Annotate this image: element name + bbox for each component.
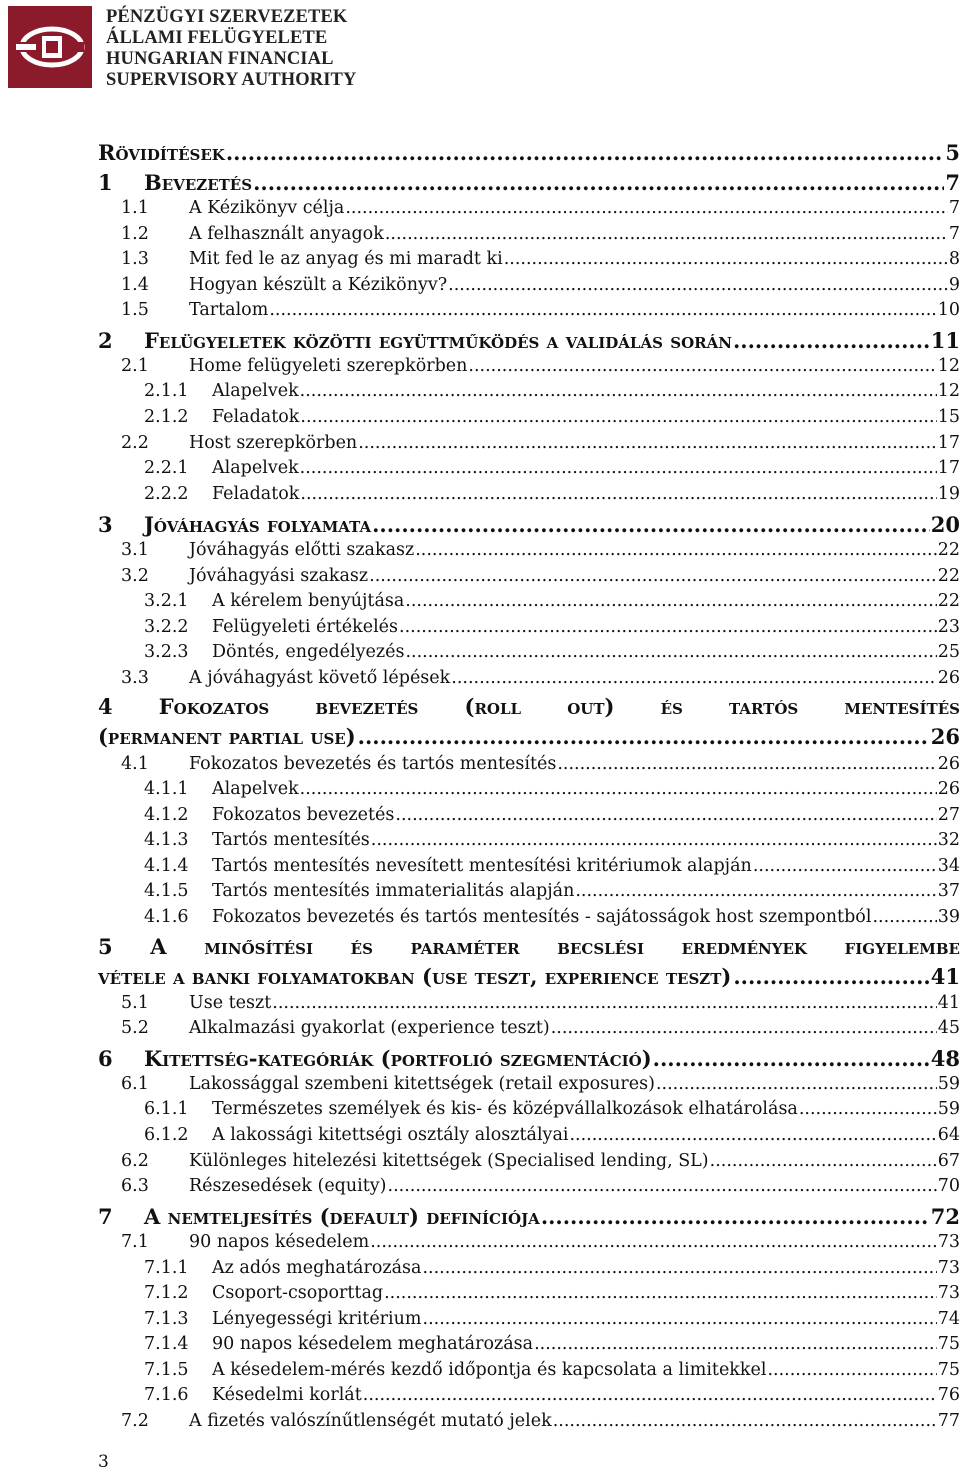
toc-number: 3.2.1 [144, 591, 189, 611]
toc-title: Home felügyeleti szerepkörben [189, 356, 468, 376]
toc-number: 7.2 [121, 1411, 149, 1431]
toc-title: A nemteljesítés (default) definíciója [144, 1204, 540, 1229]
toc-number: 3.3 [121, 668, 149, 688]
org-line: PÉNZÜGYI SZERVEZETEK [106, 7, 348, 27]
dot-leader [399, 617, 937, 637]
toc-entry[interactable] [0, 1309, 960, 1333]
toc-title: Az adós meghatározása [212, 1258, 422, 1278]
toc-title: Alapelvek [212, 779, 299, 799]
dot-leader [575, 881, 936, 901]
dot-leader [369, 566, 937, 586]
toc-title: Késedelmi korlát [212, 1385, 362, 1405]
dot-leader [363, 1385, 937, 1405]
toc-title: Rövidítések [98, 140, 225, 165]
dot-leader [553, 1411, 937, 1431]
toc-number: 4.1.5 [144, 881, 189, 901]
toc-entry[interactable] [0, 856, 960, 880]
toc-page: 39 [937, 907, 960, 927]
dot-leader [422, 1258, 936, 1278]
toc-title: Host szerepkörben [189, 433, 358, 453]
toc-entry[interactable] [0, 1099, 960, 1123]
toc-title: Bevezetés [144, 170, 253, 195]
toc-entry[interactable] [0, 1046, 960, 1070]
toc-title: 90 napos késedelem [189, 1232, 370, 1252]
toc-entry[interactable] [0, 328, 960, 352]
dot-leader [395, 805, 936, 825]
toc-entry[interactable] [0, 881, 960, 905]
dot-leader [415, 540, 936, 560]
dot-leader [448, 275, 948, 295]
toc-entry[interactable] [0, 407, 960, 431]
toc-number: 2.2 [121, 433, 149, 453]
toc-page: 12 [937, 356, 960, 376]
toc-title: Hogyan készült a Kézikönyv? [189, 275, 448, 295]
toc-title: Use teszt [189, 993, 272, 1013]
toc-page: 9 [948, 275, 960, 295]
toc-entry[interactable] [0, 433, 960, 457]
toc-title-word: figyelembe [844, 934, 960, 959]
toc-title-word: becslési [557, 934, 644, 959]
toc-page: 76 [937, 1385, 960, 1405]
toc-page: 22 [937, 566, 960, 586]
toc-page: 67 [937, 1151, 960, 1171]
toc-entry[interactable] [0, 805, 960, 829]
toc-page: 75 [937, 1360, 960, 1380]
toc-entry[interactable] [0, 512, 960, 536]
dot-leader [569, 1125, 936, 1145]
toc-entry[interactable] [0, 1018, 960, 1042]
toc-entry[interactable] [0, 140, 960, 164]
toc-title-word: bevezetés [315, 694, 419, 719]
toc-page: 7 [945, 170, 960, 195]
toc-number: 6.3 [121, 1176, 149, 1196]
toc-number: 3.2.2 [144, 617, 189, 637]
toc-number: 2.1.2 [144, 407, 189, 427]
toc-entry[interactable] [0, 1258, 960, 1282]
dot-leader [385, 224, 948, 244]
toc-entry[interactable] [0, 1360, 960, 1384]
toc-entry[interactable] [0, 1232, 960, 1256]
toc-number: 1.5 [121, 300, 149, 320]
toc-number: 1.2 [121, 224, 149, 244]
toc-title: Lényegességi kritérium [212, 1309, 422, 1329]
toc-title-word: eredmények [681, 934, 807, 959]
toc-number: 2.1 [121, 356, 149, 376]
toc-title: Természetes személyek és kis- és középvállalkozások elhatárolása [212, 1099, 798, 1119]
dot-leader [405, 642, 936, 662]
toc-entry[interactable] [0, 458, 960, 482]
toc-number: 1.3 [121, 249, 149, 269]
toc-page: 8 [948, 249, 960, 269]
dot-leader [272, 993, 936, 1013]
dot-leader [468, 356, 936, 376]
toc-page: 41 [937, 993, 960, 1013]
toc-number: 6.1.2 [144, 1125, 189, 1145]
toc-number: 7.1.6 [144, 1385, 189, 1405]
toc-entry[interactable] [0, 668, 960, 692]
toc-title-word: A [150, 934, 167, 959]
dot-leader [504, 249, 948, 269]
toc-number: 5 [98, 934, 113, 959]
toc-number: 4.1.1 [144, 779, 189, 799]
toc-page: 32 [937, 830, 960, 850]
dot-leader [753, 856, 937, 876]
toc-number: 3.2 [121, 566, 149, 586]
toc-number: 7.1.3 [144, 1309, 189, 1329]
toc-page: 11 [930, 328, 960, 353]
dot-leader [358, 724, 929, 749]
toc-number: 6.1 [121, 1074, 149, 1094]
toc-number: 3.1 [121, 540, 149, 560]
toc-page: 7 [948, 198, 960, 218]
toc-entry[interactable] [0, 356, 960, 380]
toc-page: 59 [937, 1074, 960, 1094]
toc-page: 45 [937, 1018, 960, 1038]
toc-number: 7.1.1 [144, 1258, 189, 1278]
toc-page: 26 [937, 668, 960, 688]
toc-title: Fokozatos bevezetés [212, 805, 395, 825]
page-number: 3 [98, 1452, 109, 1472]
toc-number: 4.1.4 [144, 856, 189, 876]
toc-page: 48 [930, 1046, 960, 1071]
toc-page: 73 [937, 1232, 960, 1252]
toc-number: 5.2 [121, 1018, 149, 1038]
toc-entry[interactable] [0, 249, 960, 273]
toc-title-word: mentesítés [844, 694, 960, 719]
toc-entry[interactable] [0, 642, 960, 666]
toc-title: Felügyeleti értékelés [212, 617, 399, 637]
dot-leader [300, 407, 936, 427]
toc-page: 26 [937, 779, 960, 799]
toc-title-word: tartós [728, 694, 799, 719]
toc-title: Kitettség-kategóriák (portfolió szegmentáció) [144, 1046, 652, 1071]
toc-page: 74 [937, 1309, 960, 1329]
toc-page: 26 [930, 724, 960, 749]
toc-page: 77 [937, 1411, 960, 1431]
toc-title: Jóváhagyási szakasz [189, 566, 369, 586]
dot-leader [799, 1099, 937, 1119]
toc-page: 17 [937, 433, 960, 453]
toc-entry[interactable] [0, 993, 960, 1017]
toc-page: 64 [937, 1125, 960, 1145]
dot-leader [269, 300, 936, 320]
toc-title: Mit fed le az anyag és mi maradt ki [189, 249, 503, 269]
toc-number: 4.1.2 [144, 805, 189, 825]
toc-page: 12 [937, 381, 960, 401]
toc-number: 7.1.5 [144, 1360, 189, 1380]
dot-leader [371, 830, 937, 850]
dot-leader [534, 1334, 937, 1354]
toc-entry[interactable] [0, 907, 960, 931]
toc-title-word: out) [567, 694, 615, 719]
dot-leader [300, 458, 937, 478]
toc-entry[interactable] [0, 1125, 960, 1149]
toc-title: A késedelem-mérés kezdő időpontja és kapcsolata a limitekkel [212, 1360, 767, 1380]
toc-title: A jóváhagyást követő lépések [189, 668, 451, 688]
toc-title: A Kézikönyv célja [189, 198, 345, 218]
toc-title: A kérelem benyújtása [212, 591, 405, 611]
toc-title: Tartós mentesítés immaterialitás alapján [212, 881, 575, 901]
toc-entry-multiline[interactable] [98, 694, 960, 754]
toc-number: 4.1 [121, 754, 149, 774]
dot-leader [384, 1283, 937, 1303]
toc-number: 5.1 [121, 993, 149, 1013]
toc-title: Feladatok [212, 484, 300, 504]
toc-number: 7.1.4 [144, 1334, 189, 1354]
dot-leader [872, 907, 936, 927]
toc-number: 7.1 [121, 1232, 149, 1252]
dot-leader [388, 1176, 937, 1196]
toc-page: 15 [937, 407, 960, 427]
dot-leader [710, 1151, 937, 1171]
toc-entry[interactable] [0, 198, 960, 222]
toc-number: 7.1.2 [144, 1283, 189, 1303]
toc-title-word: paraméter [410, 934, 520, 959]
org-line: SUPERVISORY AUTHORITY [106, 70, 357, 90]
toc-title: Részesedések (equity) [189, 1176, 387, 1196]
toc-number: 6.1.1 [144, 1099, 189, 1119]
toc-page: 27 [937, 805, 960, 825]
dot-leader [358, 433, 937, 453]
toc-entry[interactable] [0, 617, 960, 641]
toc-entry[interactable] [0, 1176, 960, 1200]
toc-page: 75 [937, 1334, 960, 1354]
toc-entry[interactable] [0, 275, 960, 299]
toc-number: 4.1.6 [144, 907, 189, 927]
toc-entry[interactable] [0, 170, 960, 194]
toc-title: Jóváhagyás előtti szakasz [189, 540, 415, 560]
toc-title: Fokozatos bevezetés és tartós mentesítés - sajátosságok host szempontból [212, 907, 872, 927]
dot-leader [451, 668, 936, 688]
toc-number: 2.1.1 [144, 381, 189, 401]
toc-page: 70 [937, 1176, 960, 1196]
toc-title: Fokozatos bevezetés és tartós mentesítés [189, 754, 557, 774]
toc-title-word: minősítési [204, 934, 313, 959]
toc-title: A felhasznált anyagok [189, 224, 384, 244]
toc-page: 20 [930, 512, 960, 537]
toc-number: 6 [98, 1046, 113, 1071]
toc-page: 59 [937, 1099, 960, 1119]
toc-entry[interactable] [0, 381, 960, 405]
toc-number: 3 [98, 512, 113, 537]
toc-number: 4.1.3 [144, 830, 189, 850]
dot-leader [423, 1309, 937, 1329]
toc-entry[interactable] [0, 779, 960, 803]
toc-entry[interactable] [0, 566, 960, 590]
dot-leader [656, 1074, 937, 1094]
toc-title: A lakossági kitettségi osztály alosztályai [212, 1125, 569, 1145]
toc-page: 10 [937, 300, 960, 320]
toc-title: Különleges hitelezési kitettségek (Specialised lending, SL) [189, 1151, 709, 1171]
toc-title: Csoport-csoporttag [212, 1283, 384, 1303]
toc-number: 7 [98, 1204, 113, 1229]
toc-title: Lakossággal szembeni kitettségek (retail exposures) [189, 1074, 655, 1094]
toc-title-continued: vétele a banki folyamatokban (use teszt, experience teszt) [98, 964, 732, 989]
toc-page: 5 [945, 140, 960, 165]
toc-title-word: (roll [464, 694, 522, 719]
org-line: HUNGARIAN FINANCIAL [106, 49, 334, 69]
toc-entry[interactable] [0, 754, 960, 778]
toc-entry[interactable] [0, 484, 960, 508]
toc-number: 2.2.2 [144, 484, 189, 504]
toc-title: Tartós mentesítés [212, 830, 370, 850]
toc-title: 90 napos késedelem meghatározása [212, 1334, 534, 1354]
toc-entry[interactable] [0, 540, 960, 564]
toc-entry[interactable] [0, 830, 960, 854]
toc-title-word: és [660, 694, 683, 719]
toc-page: 26 [937, 754, 960, 774]
toc-page: 25 [937, 642, 960, 662]
toc-entry[interactable] [0, 1151, 960, 1175]
toc-page: 17 [937, 458, 960, 478]
toc-page: 72 [930, 1204, 960, 1229]
dot-leader [653, 1046, 930, 1071]
dot-leader [300, 484, 936, 504]
toc-number: 6.2 [121, 1151, 149, 1171]
toc-page: 19 [937, 484, 960, 504]
dot-leader [551, 1018, 937, 1038]
toc-number: 2.2.1 [144, 458, 189, 478]
dot-leader [370, 1232, 936, 1252]
toc-title-continued: (permanent partial use) [98, 724, 356, 749]
toc-title: Tartalom [189, 300, 269, 320]
toc-entry[interactable] [0, 1283, 960, 1307]
toc-title: Alapelvek [212, 458, 299, 478]
toc-number: 4 [98, 694, 113, 719]
toc-title-word: Fokozatos [158, 694, 270, 719]
dot-leader [372, 512, 930, 537]
toc-entry[interactable] [0, 1334, 960, 1358]
dot-leader [733, 328, 930, 353]
toc-title: A fizetés valószínűtlenségét mutató jelek [189, 1411, 552, 1431]
toc-title: Feladatok [212, 407, 300, 427]
toc-page: 34 [937, 856, 960, 876]
toc-number: 1.4 [121, 275, 149, 295]
dot-leader [226, 140, 945, 165]
dot-leader [405, 591, 936, 611]
toc-entry[interactable] [0, 300, 960, 324]
toc-page: 37 [937, 881, 960, 901]
toc-title: Felügyeletek közötti együttműködés a validálás során [144, 328, 732, 353]
toc-entry[interactable] [0, 1204, 960, 1228]
toc-title: Tartós mentesítés nevesített mentesítési kritériumok alapján [212, 856, 752, 876]
toc-title: Alkalmazási gyakorlat (experience teszt) [189, 1018, 550, 1038]
toc-page: 22 [937, 540, 960, 560]
toc-page: 23 [937, 617, 960, 637]
toc-entry[interactable] [0, 224, 960, 248]
toc-page: 73 [937, 1283, 960, 1303]
toc-number: 3.2.3 [144, 642, 189, 662]
dot-leader [345, 198, 948, 218]
toc-page: 7 [948, 224, 960, 244]
toc-title: Jóváhagyás folyamata [144, 512, 372, 537]
toc-page: 73 [937, 1258, 960, 1278]
dot-leader [300, 779, 937, 799]
toc-number: 1.1 [121, 198, 149, 218]
toc-entry[interactable] [0, 591, 960, 615]
toc-entry[interactable] [0, 1385, 960, 1409]
toc-title: Alapelvek [212, 381, 299, 401]
org-line: ÁLLAMI FELÜGYELETE [106, 28, 328, 48]
toc-entry-multiline[interactable] [98, 934, 960, 994]
dot-leader [733, 964, 928, 989]
toc-number: 2 [98, 328, 113, 353]
dot-leader [557, 754, 936, 774]
toc-page: 41 [930, 964, 960, 989]
toc-title-word: és [350, 934, 373, 959]
toc-entry[interactable] [0, 1411, 960, 1435]
dot-leader [767, 1360, 936, 1380]
dot-leader [253, 170, 944, 195]
toc-page: 22 [937, 591, 960, 611]
toc-number: 1 [98, 170, 113, 195]
toc-title: Döntés, engedélyezés [212, 642, 405, 662]
dot-leader [300, 381, 937, 401]
toc-entry[interactable] [0, 1074, 960, 1098]
dot-leader [541, 1204, 930, 1229]
